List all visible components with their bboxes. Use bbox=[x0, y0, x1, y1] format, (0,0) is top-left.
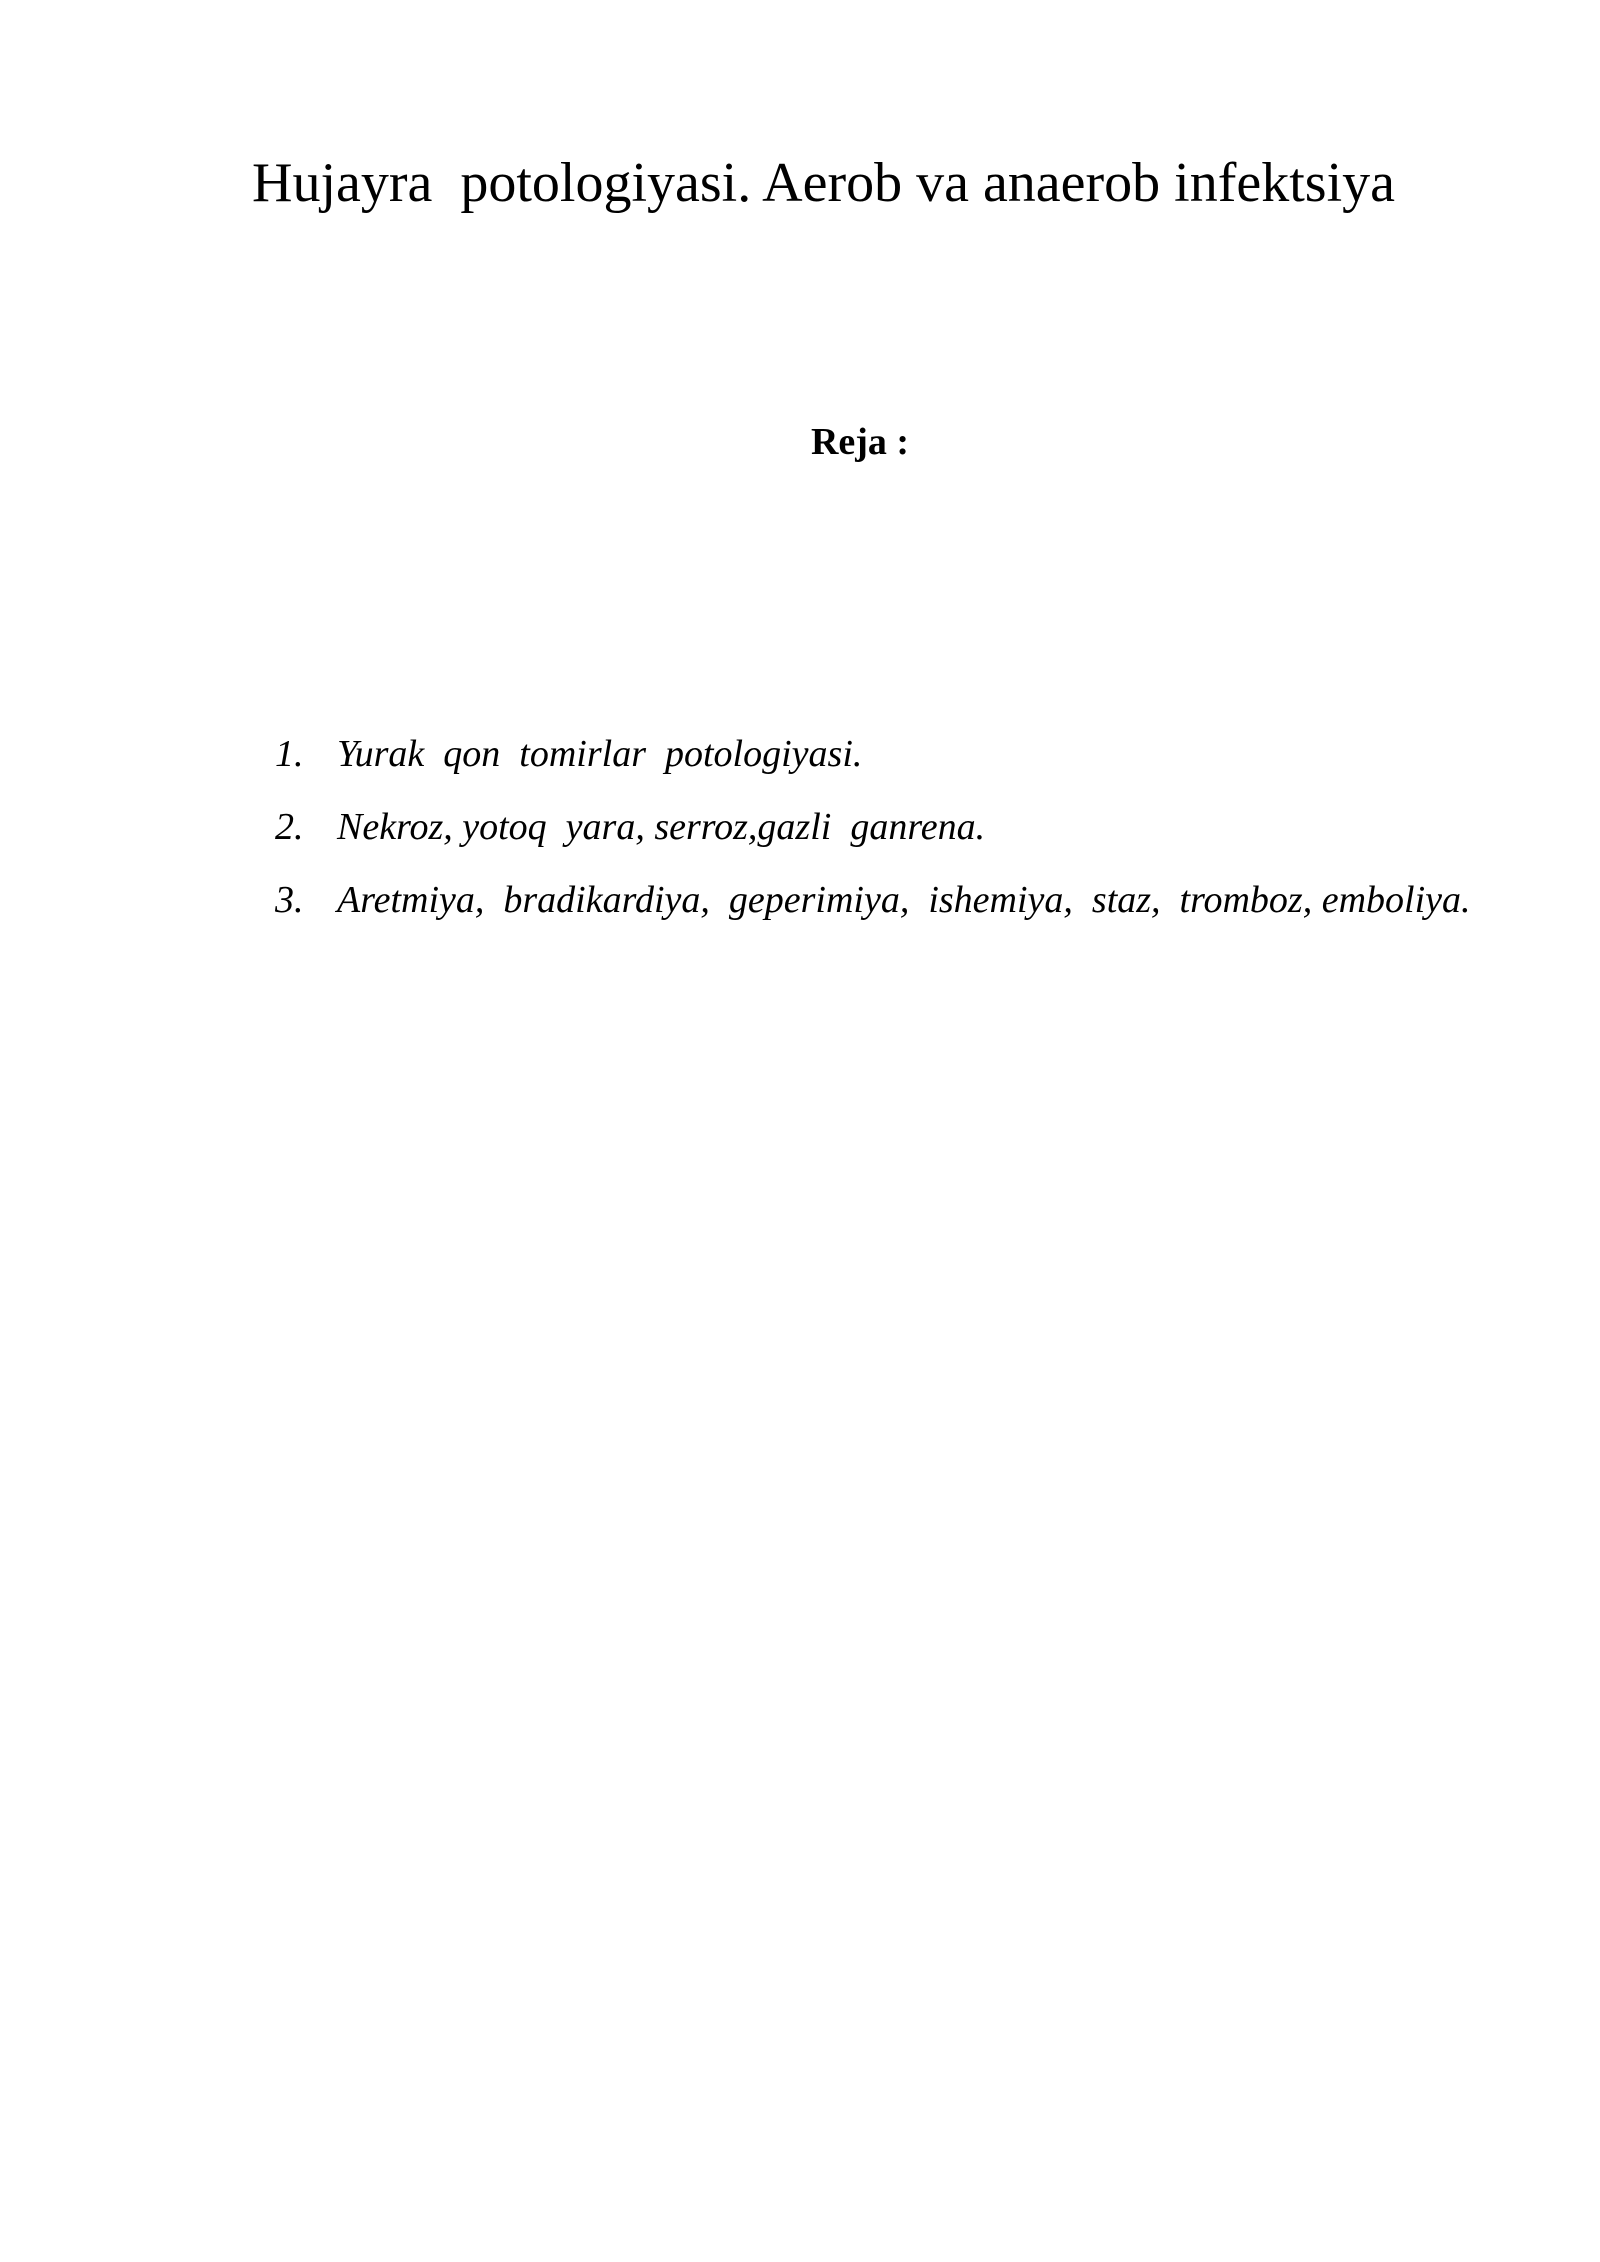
list-item bbox=[275, 791, 1490, 864]
list-item bbox=[275, 718, 1490, 791]
list-item bbox=[275, 864, 1490, 937]
plan-list bbox=[275, 718, 1490, 937]
list-item-text: Aretmiya, bradikardiya, geperimiya, ishemiya, staz, tromboz, emboliya. bbox=[337, 879, 1471, 921]
list-item-number: 1. bbox=[275, 733, 304, 775]
page-title: Hujayra potologiyasi. Aerob va anaerob infektsiya bbox=[252, 152, 1395, 214]
list-item-number: 3. bbox=[275, 879, 304, 921]
list-item-text: Nekroz, yotoq yara, serroz,gazli ganrena. bbox=[337, 806, 986, 848]
plan-heading: Reja : bbox=[810, 421, 910, 463]
list-item-text: Yurak qon tomirlar potologiyasi. bbox=[337, 733, 863, 775]
list-item-number: 2. bbox=[275, 806, 304, 848]
